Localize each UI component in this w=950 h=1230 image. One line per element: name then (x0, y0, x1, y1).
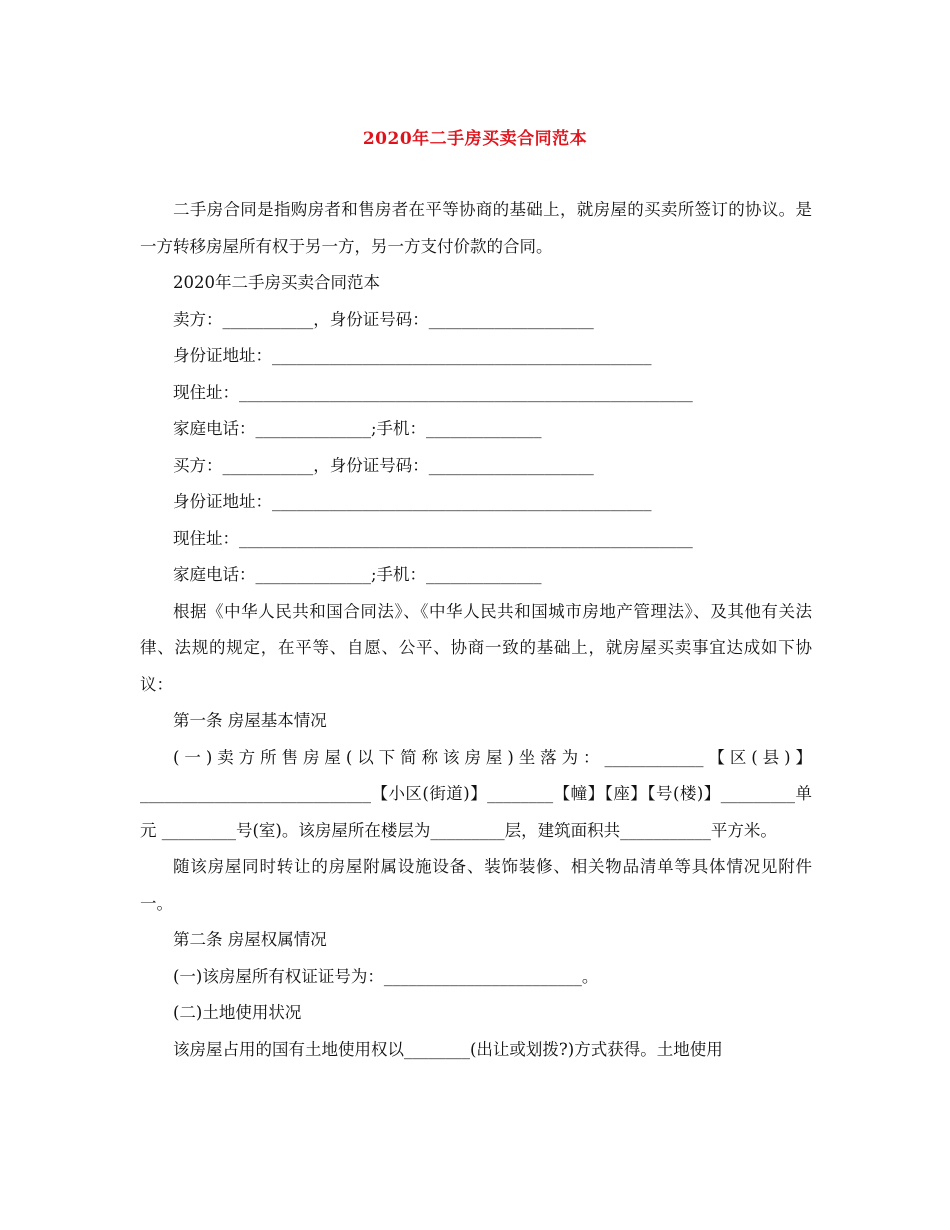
article2-item1: (一)该房屋所有权证证号为：________________________。 (173, 966, 599, 986)
seller-id-address-line: 身份证地址：______________________________________________ (173, 346, 652, 365)
seller-name-line: 卖方：___________，身份证号码：____________________ (173, 309, 594, 329)
document-title: 2020年二手房买卖合同范本 (362, 129, 588, 149)
buyer-phone-line: 家庭电话：______________;手机：______________ (173, 565, 542, 584)
subtitle-line: 2020年二手房买卖合同范本 (173, 273, 380, 292)
seller-address-line: 现住址：_______________________________________________________ (173, 382, 693, 402)
buyer-name-line: 买方：___________，身份证号码：____________________ (173, 455, 594, 475)
article2-heading: 第二条 房屋权属情况 (173, 930, 327, 949)
intro-paragraph: 二手房合同是指购房者和售房者在平等协商的基础上，就房屋的买卖所签订的协议。是一方转移房屋所有权于另一方，另一方支付价款的合同。 (140, 200, 812, 256)
buyer-id-address-line: 身份证地址：______________________________________________ (173, 492, 652, 511)
article2-item2-text: 该房屋占用的国有土地使用权以________(出让或划拨?)方式获得。土地使用 (173, 1039, 723, 1059)
article1-attachment: 随该房屋同时转让的房屋附属设施设备、装饰装修、相关物品清单等具体情况见附件一。 (140, 857, 812, 913)
article1-heading: 第一条 房屋基本情况 (173, 711, 327, 730)
article2-item2-heading: (二)土地使用状况 (173, 1003, 302, 1022)
basis-paragraph: 根据《中华人民共和国合同法》、《中华人民共和国城市房地产管理法》、及其他有关法律、法规的规定，在平等、自愿、公平、协商一致的基础上，就房屋买卖事宜达成如下协议： (140, 601, 812, 694)
document-body (140, 192, 812, 1068)
article1-item1: (一)卖方所售房屋(以下简称该房屋)坐落为：____________【区(县)】____________________________【小区(街道)】________【幢】【座】【号(楼)】_________单元 _________号(室)。该房屋所在楼层为_________层，建筑面积共___________平方米。 (140, 747, 812, 840)
buyer-address-line: 现住址：_______________________________________________________ (173, 528, 693, 548)
seller-phone-line: 家庭电话：______________;手机：______________ (173, 419, 542, 438)
